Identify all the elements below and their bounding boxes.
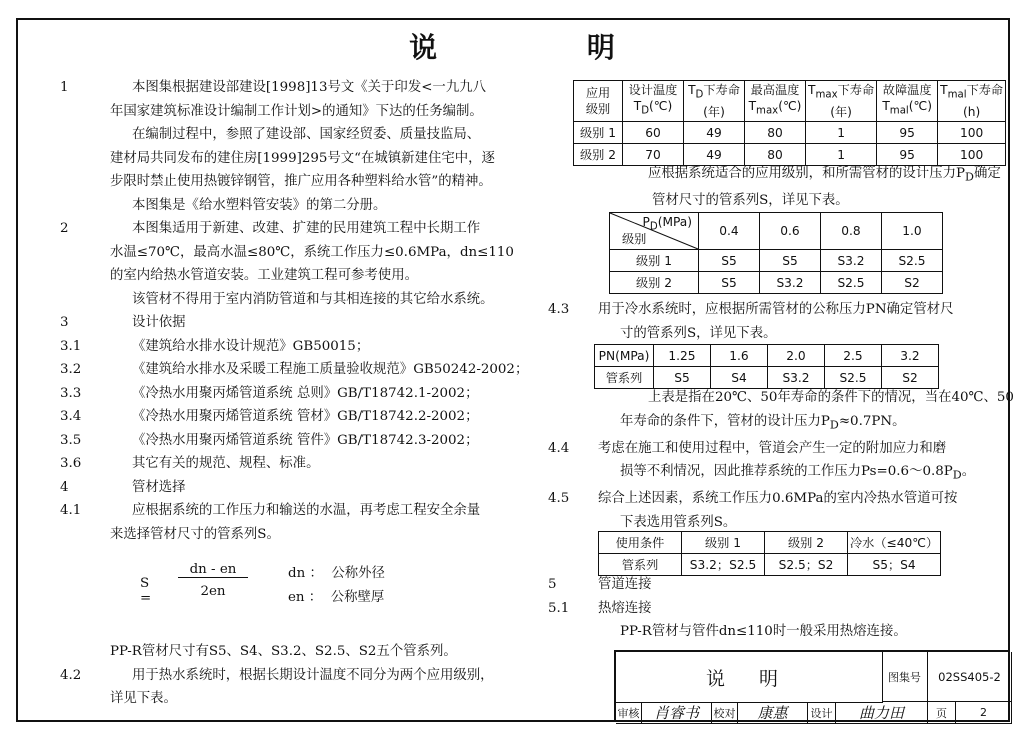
table-cell: 95 (877, 122, 938, 144)
clause-number: 2 (60, 221, 69, 236)
clause-number (548, 460, 598, 487)
clause-text: 管材尺寸的管系列S，详见下表。 (652, 193, 849, 209)
design-signature: 曲力田 (836, 702, 928, 724)
clause-number (548, 386, 598, 410)
level-axis-label: 级别 (622, 232, 647, 246)
text-line (60, 640, 522, 664)
clause-number (548, 410, 598, 437)
table-cell: 级别 1 (610, 250, 699, 272)
pressure-axis-label: $P_D(MPa)$ (642, 215, 692, 233)
text-line (60, 687, 522, 711)
table-cell: 级别 2 (574, 144, 623, 166)
series-selection-table (598, 531, 941, 576)
nominal-pressure-table (594, 344, 939, 389)
clause-text: 《建筑给水排水设计规范》GB50015； (132, 338, 370, 354)
table-cell: 100 (938, 122, 1006, 144)
text-line (60, 241, 522, 265)
table-cell: S3.2 (760, 272, 821, 294)
table-cell: 70 (623, 144, 684, 166)
clause-number: 3.5 (60, 432, 82, 448)
formula-en-desc: 公称壁厚 (330, 590, 385, 605)
text-line (60, 147, 522, 171)
clause-text: 上表是指在20℃、50年寿命的条件下的情况，当在40℃、50 (648, 390, 1014, 405)
table-cell: 级别 1 (574, 122, 623, 144)
right-text-4 (548, 573, 978, 644)
clause-text: 在编制过程中，参照了建设部、国家经贸委、质量技监局、 (132, 127, 481, 142)
table-cell: 49 (684, 144, 745, 166)
text-line (548, 620, 978, 644)
right-text-3 (548, 386, 1014, 534)
clause-text: 管材选择 (132, 479, 186, 495)
table-cell: 级别 2 (765, 532, 848, 554)
table-header-cell: 最高温度 $T_{max}(℃)$ (745, 81, 806, 122)
clause-number: 3.2 (60, 362, 82, 377)
clause-text: 本图集是《给水塑料管安装》的第二分册。 (132, 197, 387, 213)
clause-text: 该管材不得用于室内消防管道和与其相连接的其它给水系统。 (132, 291, 494, 307)
table-cell: S5；S4 (848, 554, 941, 576)
text-line (60, 76, 522, 100)
table-cell: 管系列 (599, 554, 682, 576)
review-label: 审核 (616, 702, 642, 724)
clause-text: 《冷热水用聚丙烯管道系统 总则》GB/T18742.1-2002； (132, 385, 479, 401)
clause-number: 1 (60, 80, 69, 95)
clause-number: 5 (548, 577, 557, 592)
text-line (60, 523, 522, 547)
page-label: 页 (928, 702, 956, 724)
review-signature: 肖睿书 (642, 702, 712, 724)
clause-text: 其它有关的规范、规程、标准。 (132, 456, 320, 471)
atlas-label: 图集号 (882, 652, 928, 702)
table-cell: 级别 2 (610, 272, 699, 294)
clause-number (60, 687, 110, 711)
clause-text: 步限时禁止使用热镀锌钢管，推广应用各种塑料给水管”的精神。 (110, 174, 492, 189)
clause-text: 年国家建筑标准设计编制工作计划>的通知》下达的任务编制。 (110, 103, 483, 119)
text-line (548, 410, 978, 437)
text-line (60, 358, 529, 382)
text-line (548, 597, 978, 621)
clause-number: 5.1 (548, 600, 570, 616)
table-cell: S2.5 (821, 272, 882, 294)
design-pressure-table (609, 212, 943, 294)
table-cell: S4 (711, 367, 768, 389)
clause-number: 4.3 (548, 302, 570, 317)
clause-number: 4 (60, 479, 69, 495)
text-line (60, 476, 522, 500)
clause-text: 管道连接 (598, 577, 652, 592)
clause-text: 的室内给热水管道安装。工业建筑工程可参考使用。 (110, 268, 418, 283)
formula-en (288, 586, 384, 605)
table-cell: S3.2 (768, 367, 825, 389)
page-number: 2 (956, 702, 1012, 724)
text-line (60, 382, 522, 406)
table-cell: S3.2 (821, 250, 882, 272)
text-line (60, 335, 522, 359)
table-cell: 冷水（≤40℃） (848, 532, 941, 554)
table-cell: S2.5；S2 (765, 554, 848, 576)
text-line (548, 189, 978, 213)
clause-text: 综合上述因素，系统工作压力0.6MPa的室内冷热水管道可按 (598, 491, 958, 507)
clause-number (60, 194, 110, 218)
text-line (60, 288, 522, 312)
clause-text: 《冷热水用聚丙烯管道系统 管材》GB/T18742.2-2002； (132, 409, 479, 424)
clause-text: 用于冷水系统时，应根据所需管材的公称压力PN确定管材尺 (598, 302, 954, 317)
table-header-cell: $T_D$下寿命 (年) (684, 81, 745, 122)
table-row (574, 122, 1006, 144)
clause-number (548, 620, 598, 644)
table-cell: S5 (654, 367, 711, 389)
table-cell: 60 (623, 122, 684, 144)
table-header-cell: $T_{mal}$下寿命 (h) (938, 81, 1006, 122)
clause-number: 3.3 (60, 385, 82, 401)
clause-number: 4.5 (548, 491, 570, 507)
clause-text: 建材局共同发布的建住房[1999]295号文“在城镇新建住宅中，逐 (110, 150, 495, 166)
table-cell: 2.5 (825, 345, 882, 367)
text-line (60, 499, 522, 523)
clause-number (548, 322, 598, 346)
text-line (548, 298, 978, 322)
text-line (60, 264, 522, 288)
table-cell: 100 (938, 144, 1006, 166)
table-cell: 1.6 (711, 345, 768, 367)
text-line (548, 322, 978, 346)
text-line (60, 100, 522, 124)
clause-number (548, 162, 598, 189)
left-column (60, 76, 529, 711)
text-line (60, 170, 522, 194)
clause-number (60, 523, 110, 547)
table-cell: 使用条件 (599, 532, 682, 554)
clause-number (60, 241, 110, 265)
clause-number (60, 147, 110, 171)
text-line (60, 405, 522, 429)
table-cell: S2.5 (882, 250, 943, 272)
clause-number (60, 123, 110, 147)
table-header-cell: 0.6 (760, 213, 821, 250)
clause-text: 应根据系统适合的应用级别，和所需管材的设计压力$P_D$确定 (648, 166, 1001, 184)
title-block-name: 说 明 (616, 652, 883, 703)
table-header-cell: 0.4 (699, 213, 760, 250)
formula-denominator: 2en (200, 584, 226, 599)
text-line (60, 429, 522, 453)
design-label: 设计 (808, 702, 836, 724)
table-cell: S2 (882, 272, 943, 294)
text-line (548, 573, 978, 597)
clause-text: 本图集根据建设部建设[1998]13号文《关于印发<一九九八 (132, 80, 486, 95)
table-cell: 管系列 (595, 367, 654, 389)
table-header-cell: $T_{max}$下寿命 (年) (806, 81, 877, 122)
table-row (595, 345, 939, 367)
text-line (60, 217, 522, 241)
clause-number (60, 264, 110, 288)
formula-dn (288, 562, 385, 581)
clause-text: 应根据系统的工作压力和输送的水温，再考虑工程安全余量 (132, 503, 481, 518)
clause-text: 年寿命的条件下，管材的设计压力$P_D\approx 0.7PN$。 (620, 413, 906, 432)
table-row (610, 272, 943, 294)
formula-s: S = (140, 576, 152, 606)
table-cell: 3.2 (882, 345, 939, 367)
check-signature: 康惠 (738, 702, 808, 724)
table-row (599, 532, 941, 554)
table-cell: S5 (760, 250, 821, 272)
table-cell: 80 (745, 144, 806, 166)
clause-text: 寸的管系列S，详见下表。 (620, 325, 777, 341)
clause-number (60, 100, 110, 124)
table-cell: 1 (806, 144, 877, 166)
table-cell: S2 (882, 367, 939, 389)
table-cell: PN(MPa) (595, 345, 654, 367)
clause-number (548, 189, 598, 213)
table-header-cell: 设计温度 $T_D(℃)$ (623, 81, 684, 122)
clause-text: PP-R管材与管件dn≤110时一般采用热熔连接。 (620, 624, 907, 639)
clause-number (60, 640, 110, 664)
clause-number: 4.4 (548, 440, 570, 456)
clause-text: 下表选用管系列S。 (620, 514, 737, 530)
table-cell: 95 (877, 144, 938, 166)
clause-text: 《建筑给水排水及采暖工程施工质量验收规范》GB50242-2002； (132, 362, 529, 377)
table-cell: 级别 1 (682, 532, 765, 554)
table-cell: 80 (745, 122, 806, 144)
text-line (60, 123, 522, 147)
clause-number (548, 511, 598, 535)
text-line (60, 194, 522, 218)
table-header-cell: 0.8 (821, 213, 882, 250)
table-cell: S3.2；S2.5 (682, 554, 765, 576)
table-row (610, 250, 943, 272)
clause-text: 本图集适用于新建、改建、扩建的民用建筑工程中长期工作 (132, 221, 481, 236)
diagonal-header-cell (610, 213, 699, 250)
right-text-1 (548, 162, 1001, 213)
application-level-table (573, 80, 1006, 166)
formula-numerator: dn - en (178, 562, 248, 578)
title-block (614, 650, 1010, 722)
clause-text: 损等不利情况，因此推荐系统的工作压力$Ps=0.6\sim 0.8P_D$。 (620, 464, 976, 482)
clause-text: 水温≤70℃，最高水温≤80℃，系统工作压力≤0.6MPa，dn≤110 (110, 244, 514, 260)
table-header-cell: 1.0 (882, 213, 943, 250)
text-line (548, 437, 978, 461)
clause-text: 考虑在施工和使用过程中，管道会产生一定的附加应力和磨 (598, 440, 947, 456)
clause-text: 热熔连接 (598, 600, 652, 616)
text-line (548, 386, 1014, 410)
formula-en-symbol: en ： (288, 590, 323, 605)
clause-text: 设计依据 (132, 315, 186, 330)
clause-text: PP-R管材尺寸有S5、S4、S3.2、S2.5、S2五个管系列。 (110, 644, 457, 659)
table-cell: S2.5 (825, 367, 882, 389)
text-line (60, 664, 522, 688)
table-header-row (574, 81, 1006, 122)
clause-text: 来选择管材尺寸的管系列S。 (110, 526, 280, 542)
clause-text: 《冷热水用聚丙烯管道系统 管件》GB/T18742.3-2002； (132, 432, 479, 448)
page-title: 说 明 (409, 31, 685, 64)
text-line (60, 452, 522, 476)
check-label: 校对 (712, 702, 738, 724)
clause-number: 4.1 (60, 503, 82, 518)
right-text-2 (548, 298, 978, 345)
clause-number: 3.1 (60, 338, 82, 354)
table-header-cell: 应用 级别 (574, 81, 623, 122)
table-cell: S5 (699, 250, 760, 272)
table-header-cell: 故障温度 $T_{mal}(℃)$ (877, 81, 938, 122)
clause-number (60, 288, 110, 312)
table-cell: S5 (699, 272, 760, 294)
clause-number: 3.4 (60, 409, 82, 424)
formula-dn-desc: 公称外径 (331, 566, 385, 581)
table-cell: 49 (684, 122, 745, 144)
clause-text: 详见下表。 (110, 691, 177, 706)
text-line (548, 162, 1001, 189)
clause-number (60, 170, 110, 194)
text-line (60, 311, 522, 335)
table-header-row (610, 213, 943, 250)
clause-number: 3.6 (60, 456, 82, 471)
clause-number: 3 (60, 315, 69, 330)
formula-dn-symbol: dn ： (288, 566, 323, 581)
text-line (548, 460, 978, 487)
clause-text: 用于热水系统时，根据长期设计温度不同分为两个应用级别， (132, 667, 494, 683)
table-cell: 1.25 (654, 345, 711, 367)
table-cell: 1 (806, 122, 877, 144)
table-cell: 2.0 (768, 345, 825, 367)
clause-number: 4.2 (60, 667, 82, 683)
atlas-number: 02SS405-2 (928, 652, 1012, 702)
text-line (548, 487, 978, 511)
